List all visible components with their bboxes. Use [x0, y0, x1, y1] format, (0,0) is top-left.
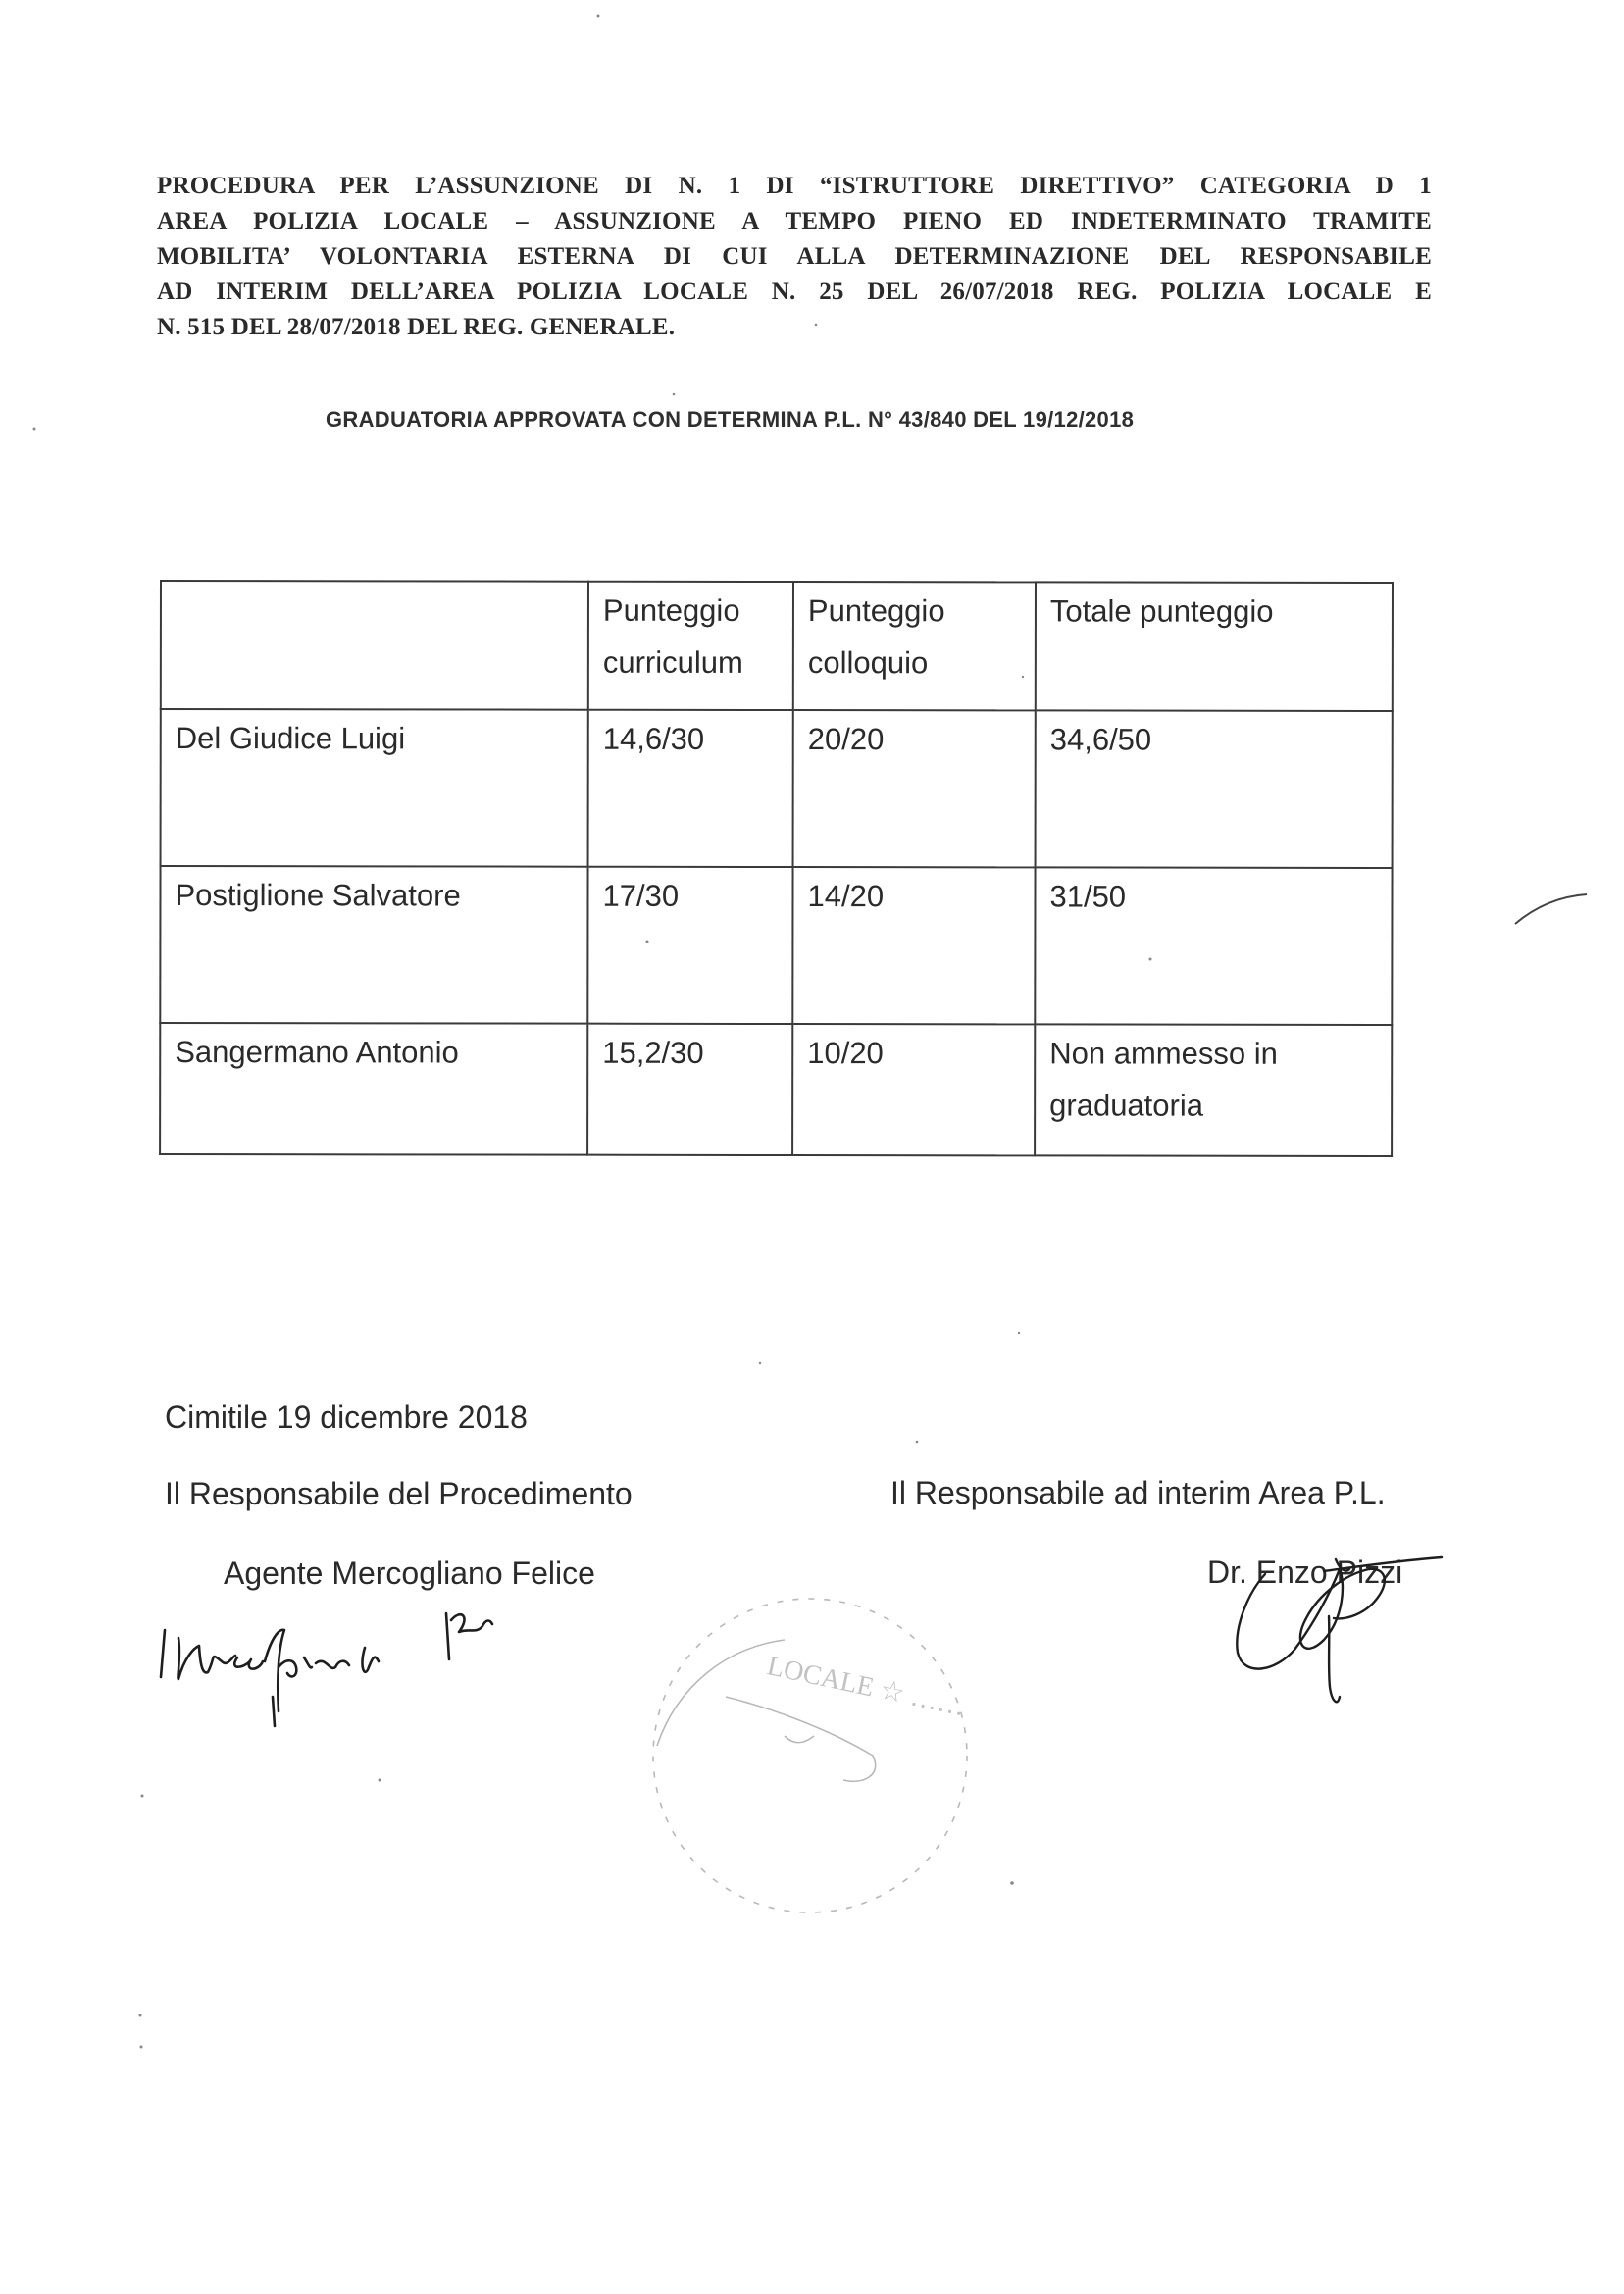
- curriculum-score: 14,6/30: [588, 710, 793, 867]
- colloquio-score: 20/20: [793, 710, 1036, 867]
- curriculum-score: 17/30: [587, 867, 792, 1024]
- curriculum-score: 15,2/30: [587, 1024, 792, 1155]
- right-signature: [1237, 1557, 1442, 1702]
- header-cell-totale: Totale punteggio: [1036, 582, 1393, 711]
- stamp-seal: [653, 1599, 968, 1912]
- heading-line: N. 515 DEL 28/07/2018 DEL REG. GENERALE.: [157, 314, 676, 340]
- heading-line: AREA POLIZIA LOCALE – ASSUNZIONE A TEMPO PIENO ED INDETERMINATO TRAMITE: [157, 208, 1432, 234]
- heading-line: PROCEDURA PER L’ASSUNZIONE DI N. 1 DI “ISTRUTTORE DIRETTIVO” CATEGORIA D 1: [157, 173, 1432, 199]
- colloquio-score: 10/20: [792, 1024, 1035, 1155]
- stamp-text: LOCALE ☆ ……: [764, 1651, 968, 1723]
- candidate-name: Sangermano Antonio: [160, 1023, 587, 1155]
- candidate-name: Del Giudice Luigi: [161, 709, 588, 867]
- colloquio-score: 14/20: [792, 867, 1035, 1024]
- header-cell-colloquio: Punteggio colloquio: [793, 582, 1036, 710]
- place-and-date: Cimitile 19 dicembre 2018: [165, 1400, 528, 1435]
- procedure-manager-role: Il Responsabile del Procedimento: [165, 1476, 633, 1511]
- total-score: 34,6/50: [1036, 710, 1393, 868]
- heading-line: AD INTERIM DELL’AREA POLIZIA LOCALE N. 25 DEL 26/07/2018 REG. POLIZIA LOCALE E: [157, 279, 1432, 305]
- total-score: Non ammesso in graduatoria: [1035, 1024, 1392, 1156]
- heading-line: MOBILITA’ VOLONTARIA ESTERNA DI CUI ALLA DETERMINAZIONE DEL RESPONSABILE: [157, 243, 1432, 270]
- header-cell-curriculum: Punteggio curriculum: [588, 582, 793, 710]
- left-signature: [161, 1613, 492, 1726]
- total-score: 31/50: [1035, 867, 1392, 1025]
- area-manager-name: Dr. Enzo Pizzi: [1207, 1555, 1403, 1590]
- procedure-manager-name: Agente Mercogliano Felice: [224, 1555, 595, 1591]
- margin-pen-mark: [1515, 894, 1587, 924]
- ranking-approval-subheading: GRADUATORIA APPROVATA CON DETERMINA P.L. N° 43/840 DEL 19/12/2018: [326, 407, 1135, 432]
- scan-specks: [33, 15, 1152, 2049]
- candidate-name: Postiglione Salvatore: [160, 866, 587, 1024]
- area-manager-role: Il Responsabile ad interim Area P.L.: [890, 1475, 1386, 1510]
